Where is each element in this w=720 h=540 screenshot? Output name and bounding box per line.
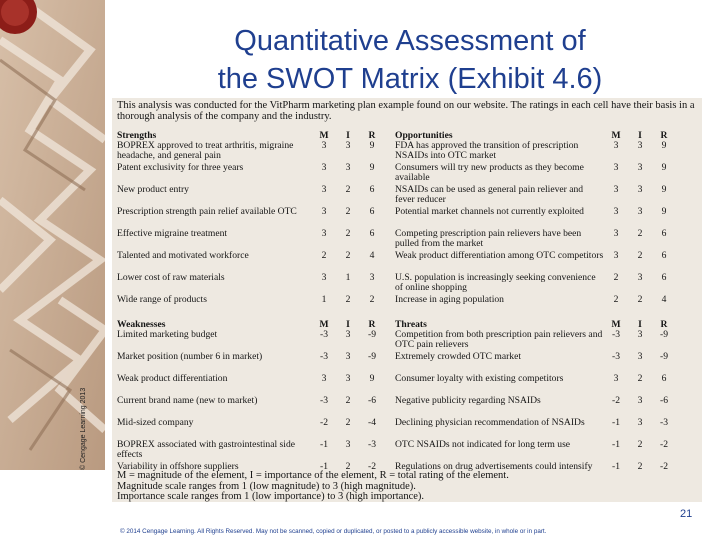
right-i: 2: [637, 294, 643, 305]
right-m: 3: [613, 184, 619, 195]
left-i: 2: [345, 417, 351, 428]
header-i: I: [638, 319, 642, 330]
left-item: New product entry: [117, 184, 189, 195]
left-i: 3: [345, 373, 351, 384]
left-i: 2: [345, 461, 351, 472]
right-m: -3: [612, 329, 620, 340]
right-item: Declining physician recommendation of NSAIDs: [395, 417, 585, 428]
right-item: Potential market channels not currently exploited: [395, 206, 584, 217]
left-m: -1: [320, 461, 328, 472]
table-row: [117, 207, 701, 229]
legend-line-3: Importance scale ranges from 1 (low importance) to 3 (high importance).: [117, 491, 425, 502]
slide-title: [150, 22, 670, 98]
right-i: 3: [637, 417, 643, 428]
left-i: 3: [345, 329, 351, 340]
header-r: R: [660, 319, 668, 330]
right-item: Negative publicity regarding NSAIDs: [395, 395, 541, 406]
header-strengths: Strengths: [117, 130, 157, 141]
right-r: 6: [661, 373, 667, 384]
right-r: 9: [661, 184, 667, 195]
left-item: Prescription strength pain relief available OTC: [117, 206, 297, 217]
left-r: 2: [369, 294, 375, 305]
right-item: Extremely crowded OTC market: [395, 351, 522, 362]
right-m: 3: [613, 373, 619, 384]
right-i: 3: [637, 206, 643, 217]
table-row: [117, 330, 701, 352]
header-m: M: [611, 130, 621, 141]
right-r: 9: [661, 206, 667, 217]
left-r: -6: [368, 395, 376, 406]
right-i: 3: [637, 351, 643, 362]
copyright-notice: © 2014 Cengage Learning. All Rights Reserved. May not be scanned, copied or duplicated, or posted to a publicly accessible website, in whole or in part.: [120, 528, 547, 535]
left-item: Variability in offshore suppliers: [117, 461, 239, 472]
maze-background-image: [0, 0, 105, 470]
right-r: 9: [661, 140, 667, 151]
right-i: 2: [637, 228, 643, 239]
swot-exhibit: [112, 98, 702, 502]
table-row: [117, 440, 701, 462]
right-i: 2: [637, 373, 643, 384]
image-credit: © Cengage Learning 2013: [80, 387, 87, 470]
left-r: 6: [369, 184, 375, 195]
left-item: Lower cost of raw materials: [117, 272, 225, 283]
right-m: 3: [613, 162, 619, 173]
left-m: -1: [320, 439, 328, 450]
left-item: BOPREX associated with gastrointestinal side effects: [117, 439, 295, 460]
left-i: 2: [345, 294, 351, 305]
left-i: 3: [345, 140, 351, 151]
left-item: Patent exclusivity for three years: [117, 162, 244, 173]
header-r: R: [368, 319, 376, 330]
table-row: [117, 229, 701, 251]
right-r: 6: [661, 272, 667, 283]
left-i: 3: [345, 162, 351, 173]
left-i: 1: [345, 272, 351, 283]
right-r: 6: [661, 228, 667, 239]
left-i: 3: [345, 351, 351, 362]
left-r: 9: [369, 162, 375, 173]
left-item: Talented and motivated workforce: [117, 250, 249, 261]
left-r: 4: [369, 250, 375, 261]
left-i: 2: [345, 250, 351, 261]
exhibit-legend: [117, 471, 701, 503]
header-m: M: [319, 319, 329, 330]
right-m: 3: [613, 250, 619, 261]
left-m: 3: [321, 184, 327, 195]
right-i: 3: [637, 184, 643, 195]
right-r: -2: [660, 439, 668, 450]
header-r: R: [368, 130, 376, 141]
left-m: 3: [321, 228, 327, 239]
left-r: -9: [368, 329, 376, 340]
title-line-1: Quantitative Assessment of: [234, 25, 586, 57]
left-m: 1: [321, 294, 327, 305]
right-i: 2: [637, 250, 643, 261]
right-i: 3: [637, 272, 643, 283]
right-m: -3: [612, 351, 620, 362]
right-i: 2: [637, 439, 643, 450]
table-row: [117, 396, 701, 418]
header-weaknesses: Weaknesses: [117, 319, 166, 330]
right-item: FDA has approved the transition of prescription NSAIDs into OTC market: [395, 140, 579, 161]
table-row: [117, 374, 701, 396]
left-i: 2: [345, 184, 351, 195]
left-r: 9: [369, 373, 375, 384]
right-i: 3: [637, 329, 643, 340]
table-row: [117, 163, 701, 185]
right-i: 3: [637, 162, 643, 173]
table-row: [117, 352, 701, 374]
right-r: 6: [661, 250, 667, 261]
right-m: -1: [612, 417, 620, 428]
right-item: U.S. population is increasingly seeking convenience of online shopping: [395, 272, 596, 293]
left-i: 3: [345, 439, 351, 450]
exhibit-intro: This analysis was conducted for the VitPharm marketing plan example found on our website. The ratings in each cell have their basis in a thorough analysis of the company and the industry.: [117, 100, 695, 122]
right-r: -9: [660, 351, 668, 362]
left-m: -3: [320, 395, 328, 406]
right-item: OTC NSAIDs not indicated for long term use: [395, 439, 571, 450]
right-m: 3: [613, 228, 619, 239]
header-threats: Threats: [395, 319, 427, 330]
table-row: [117, 295, 701, 317]
left-item: Effective migraine treatment: [117, 228, 228, 239]
right-m: 2: [613, 272, 619, 283]
right-item: Competing prescription pain relievers have been pulled from the market: [395, 228, 582, 249]
right-r: -3: [660, 417, 668, 428]
legend-line-1: M = magnitude of the element, I = importance of the element, R = total rating of the element.: [117, 470, 509, 481]
header-i: I: [346, 130, 350, 141]
left-item: Market position (number 6 in market): [117, 351, 263, 362]
right-r: -2: [660, 461, 668, 472]
right-m: -1: [612, 461, 620, 472]
right-m: -1: [612, 439, 620, 450]
left-item: Mid-sized company: [117, 417, 194, 428]
swot-table: [117, 131, 701, 471]
header-i: I: [346, 319, 350, 330]
table-row: [117, 141, 701, 163]
right-item: Regulations on drug advertisements could intensify: [395, 461, 593, 472]
left-item: Current brand name (new to market): [117, 395, 258, 406]
right-item: Consumers will try new products as they become available: [395, 162, 584, 183]
left-item: BOPREX approved to treat arthritis, migraine headache, and general pain: [117, 140, 294, 161]
right-i: 3: [637, 140, 643, 151]
page-number: 21: [680, 508, 693, 520]
left-r: 3: [369, 272, 375, 283]
left-item: Weak product differentiation: [117, 373, 228, 384]
right-item: Consumer loyalty with existing competitors: [395, 373, 564, 384]
legend-line-2: Magnitude scale ranges from 1 (low magnitude) to 3 (high magnitude).: [117, 480, 416, 492]
right-item: Competition from both prescription pain relievers and OTC pain relievers: [395, 329, 603, 350]
right-r: -6: [660, 395, 668, 406]
right-i: 3: [637, 395, 643, 406]
left-r: -2: [368, 461, 376, 472]
left-m: -3: [320, 351, 328, 362]
right-i: 2: [637, 461, 643, 472]
right-item: Increase in aging population: [395, 294, 504, 305]
right-r: -9: [660, 329, 668, 340]
left-i: 2: [345, 395, 351, 406]
left-m: -3: [320, 329, 328, 340]
right-m: 2: [613, 294, 619, 305]
weaknesses-threats-rows: [117, 330, 701, 484]
left-item: Limited marketing budget: [117, 329, 218, 340]
header-opportunities: Opportunities: [395, 130, 453, 141]
table-row: [117, 418, 701, 440]
left-r: -3: [368, 439, 376, 450]
left-m: 3: [321, 272, 327, 283]
table-row: [117, 251, 701, 273]
left-m: -2: [320, 417, 328, 428]
left-r: 6: [369, 228, 375, 239]
left-item: Wide range of products: [117, 294, 207, 305]
header-i: I: [638, 130, 642, 141]
left-i: 2: [345, 206, 351, 217]
header-r: R: [660, 130, 668, 141]
right-item: Weak product differentiation among OTC competitors: [395, 250, 604, 261]
table-row: [117, 185, 701, 207]
left-m: 3: [321, 373, 327, 384]
left-r: 6: [369, 206, 375, 217]
header-m: M: [319, 130, 329, 141]
left-m: 2: [321, 250, 327, 261]
right-item: NSAIDs can be used as general pain reliever and fever reducer: [395, 184, 584, 205]
title-line-2: the SWOT Matrix (Exhibit 4.6): [217, 63, 603, 95]
right-r: 9: [661, 162, 667, 173]
right-m: -2: [612, 395, 620, 406]
left-r: 9: [369, 140, 375, 151]
right-m: 3: [613, 206, 619, 217]
left-i: 2: [345, 228, 351, 239]
left-r: -9: [368, 351, 376, 362]
header-m: M: [611, 319, 621, 330]
right-m: 3: [613, 140, 619, 151]
right-r: 4: [661, 294, 667, 305]
strengths-opportunities-rows: [117, 141, 701, 317]
left-r: -4: [368, 417, 376, 428]
left-m: 3: [321, 162, 327, 173]
left-m: 3: [321, 206, 327, 217]
table-row: [117, 273, 701, 295]
left-m: 3: [321, 140, 327, 151]
